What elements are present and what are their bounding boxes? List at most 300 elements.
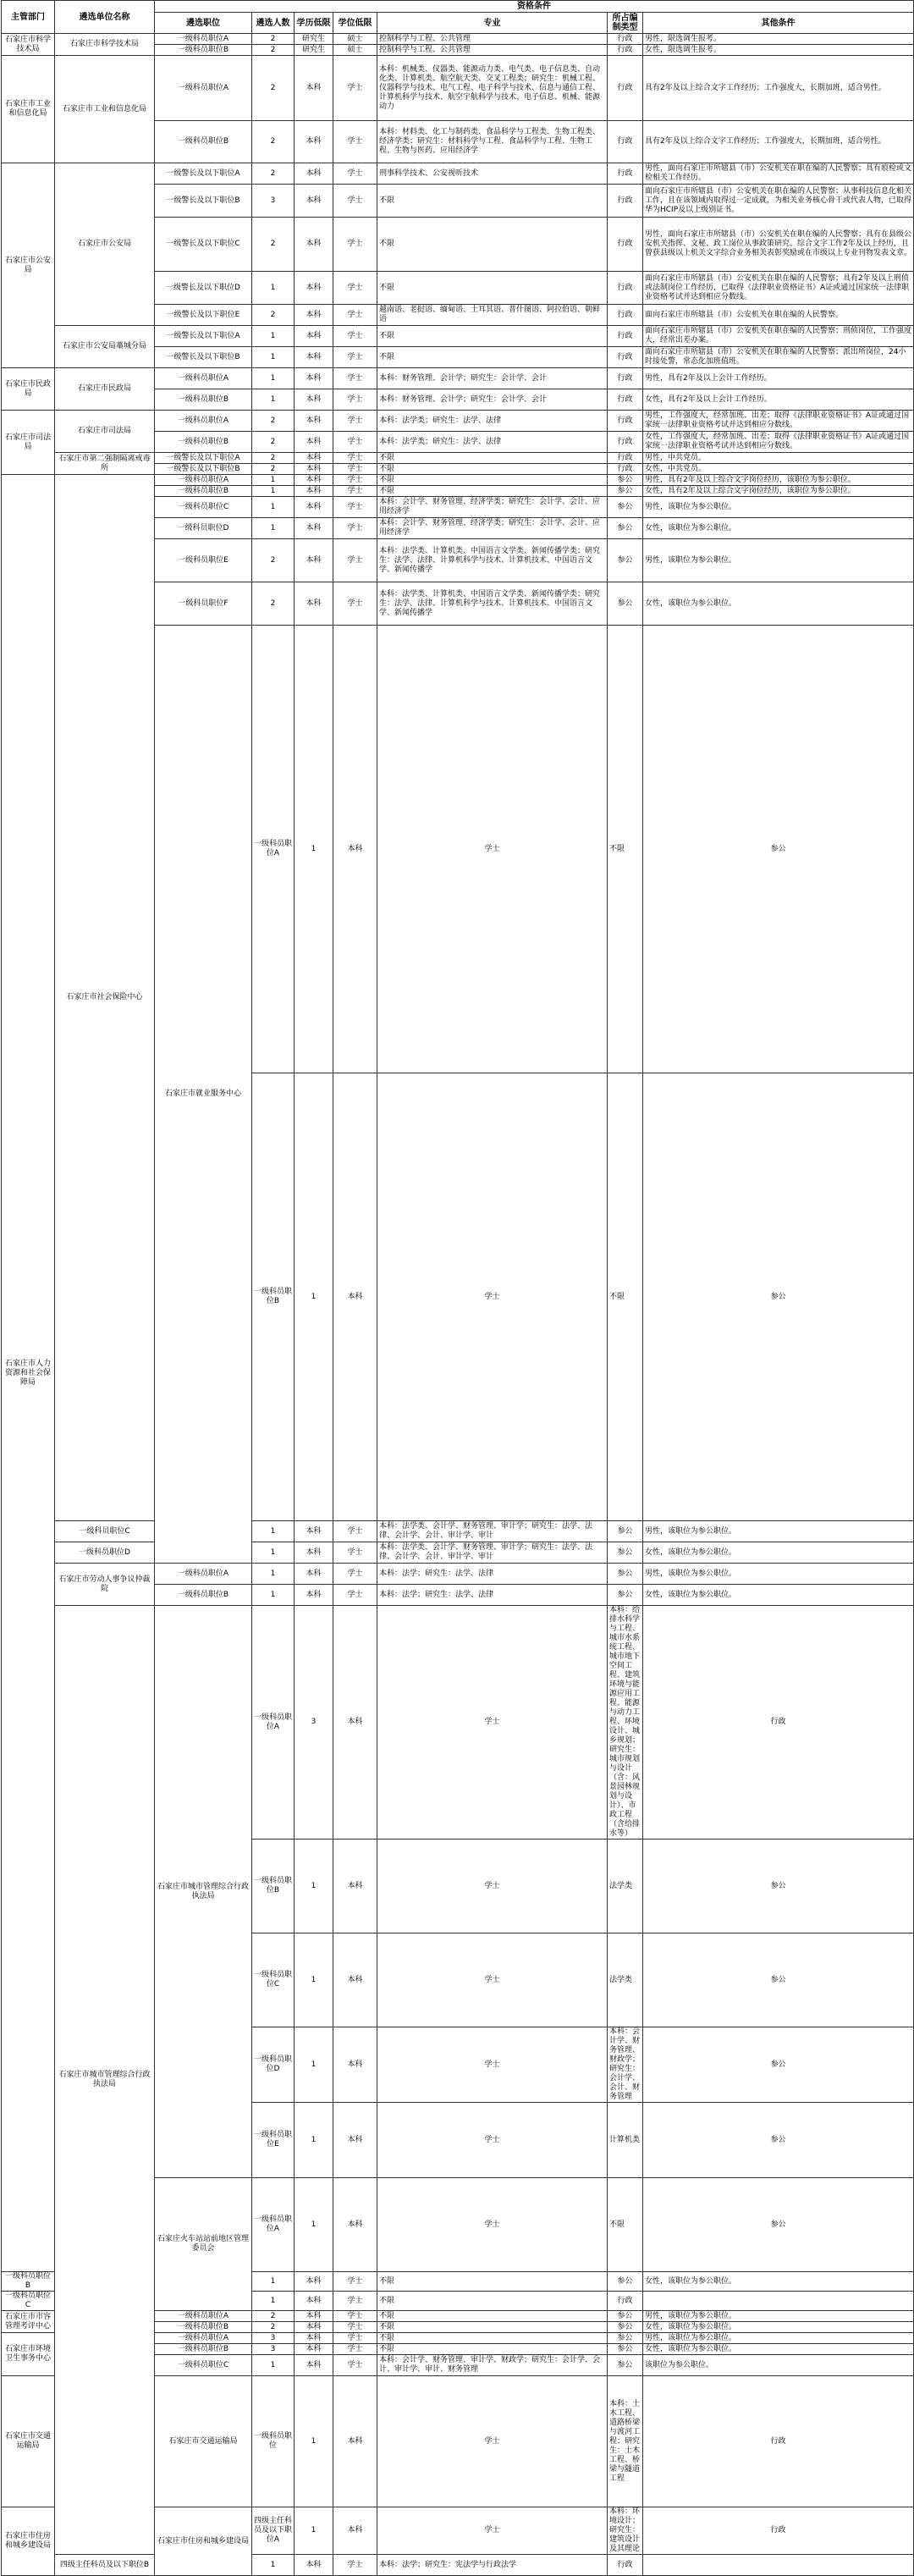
education-cell: 本科 [295, 2333, 333, 2344]
degree-cell: 学士 [333, 368, 377, 389]
major-cell: 本科：法学类、会计学、财务管理、审计学；研究生：法学、法律、会计学、会计、审计学、审计 [377, 1521, 608, 1542]
major-cell: 不限 [608, 2178, 643, 2272]
other-cell: 男性，面向石家庄市所辖县（市）公安机关在职在编的人民警察；具有在县级公安机关指挥、文秘、政工岗位从事政策研究、综合文字工作2年及以上经历，且曾获县级以上机关文字综合业务相关表彰奖励或在市级以上专业刊物发表文章。 [643, 218, 914, 272]
count-cell: 2 [252, 121, 295, 163]
count-cell: 2 [252, 163, 295, 185]
major-cell: 控制科学与工程、公共管理 [377, 34, 608, 45]
unit-cell: 石家庄市住房和城乡建设局 [155, 2507, 252, 2576]
unit-cell: 石家庄市社会保险中心 [55, 475, 155, 1521]
type-cell: 参公 [608, 2272, 643, 2292]
count-cell: 1 [295, 2376, 333, 2507]
other-cell: 男性，中共党员。 [643, 453, 914, 464]
degree-cell: 学士 [333, 475, 377, 486]
type-cell: 行政 [608, 2555, 643, 2576]
major-cell: 本科：法学类、计算机类、中国语言文学类、新闻传播学类；研究生：法学、法律、计算机科学与技术、计算机技术、中国语言文学、新闻传播学 [377, 582, 608, 626]
other-cell: 男性，限选调生报考。 [643, 34, 914, 45]
major-cell: 本科：会计学、财务管理、经济学类；研究生：会计学、会计、应用经济学 [377, 497, 608, 518]
education-cell: 本科 [295, 539, 333, 582]
position-cell: 一级警长及以下职位E [155, 305, 252, 326]
position-cell: 一级科员职位B [155, 121, 252, 163]
table-row [2, 368, 914, 389]
count-cell: 1 [252, 518, 295, 539]
major-cell: 本科：法学类、计算机类、中国语言文学类、新闻传播学类；研究生：法学、法律、计算机科学与技术、计算机技术、中国语言文学、新闻传播学 [377, 539, 608, 582]
degree-cell: 学士 [377, 1840, 608, 1933]
degree-cell: 学士 [377, 2103, 608, 2178]
education-cell: 本科 [295, 2555, 333, 2576]
type-cell: 参公 [608, 2333, 643, 2344]
count-cell: 2 [252, 582, 295, 626]
major-cell: 本科：会计学、财务管理、经济学类；研究生：会计学、会计、应用经济学 [377, 518, 608, 539]
type-cell: 行政 [608, 305, 643, 326]
education-cell: 本科 [295, 411, 333, 432]
count-cell: 1 [252, 2272, 295, 2292]
position-cell: 一级科员职位D [252, 2027, 295, 2103]
education-cell: 本科 [295, 582, 333, 626]
education-cell: 本科 [295, 486, 333, 497]
type-cell: 参公 [643, 2027, 914, 2103]
major-cell: 本科：法学；研究生：法学、法律 [377, 1564, 608, 1585]
count-cell: 1 [252, 497, 295, 518]
degree-cell: 学士 [377, 626, 608, 1073]
header-type: 所占编制类型 [608, 13, 643, 34]
type-cell: 参公 [608, 518, 643, 539]
education-cell: 本科 [295, 1564, 333, 1585]
education-cell: 本科 [295, 2322, 333, 2333]
education-cell: 本科 [295, 272, 333, 305]
type-cell: 行政 [608, 185, 643, 218]
other-cell: 男性，该职位为参公职位。 [643, 539, 914, 582]
type-cell: 参公 [643, 2178, 914, 2272]
position-cell: 一级科员职位C [155, 2355, 252, 2376]
other-cell: 男性，该职位为参公职位。 [643, 1521, 914, 1542]
other-cell: 面向石家庄市所辖县（市）公安机关在职在编的人民警察；刑侦岗位，工作强度大，经常出差办案。 [643, 326, 914, 347]
degree-cell: 学士 [333, 464, 377, 475]
position-cell: 一级科员职位C [252, 1933, 295, 2027]
major-cell: 不限 [608, 626, 643, 1073]
degree-cell: 学士 [377, 2027, 608, 2103]
degree-cell: 学士 [333, 185, 377, 218]
dept-cell: 石家庄市住房和城乡建设局 [2, 2507, 55, 2576]
count-cell: 1 [252, 486, 295, 497]
type-cell: 行政 [608, 464, 643, 475]
type-cell: 参公 [608, 475, 643, 486]
degree-cell: 学士 [377, 1933, 608, 2027]
count-cell: 1 [295, 626, 333, 1073]
major-cell: 不限 [377, 453, 608, 464]
degree-cell: 学士 [377, 2507, 608, 2555]
degree-cell: 学士 [333, 347, 377, 368]
degree-cell: 学士 [333, 486, 377, 497]
dept-cell: 石家庄市工业和信息化局 [2, 56, 55, 163]
position-cell: 一级科员职位E [252, 2103, 295, 2178]
type-cell: 行政 [608, 389, 643, 411]
major-cell: 不限 [377, 2311, 608, 2322]
type-cell: 参公 [608, 1585, 643, 1606]
other-cell: 男性，具有2年及以上综合文字岗位经历，该职位为参公职位。 [643, 475, 914, 486]
major-cell: 不限 [377, 326, 608, 347]
position-cell: 一级科员职位A [155, 368, 252, 389]
major-cell: 不限 [377, 464, 608, 475]
table-row [2, 163, 914, 185]
type-cell: 行政 [608, 272, 643, 305]
education-cell: 研究生 [295, 45, 333, 56]
unit-cell: 石家庄市市容管理考评中心 [2, 2311, 55, 2333]
other-cell: 女性，该职位为参公职位。 [643, 2344, 914, 2355]
degree-cell: 学士 [333, 1542, 377, 1564]
major-cell: 法学类 [608, 1933, 643, 2027]
count-cell: 2 [252, 539, 295, 582]
major-cell: 本科：法学类；研究生：法学、法律 [377, 432, 608, 453]
education-cell: 本科 [295, 497, 333, 518]
other-cell: 男性，该职位为参公职位。 [643, 497, 914, 518]
major-cell: 本科：给排水科学与工程、城市水系统工程、城市地下空间工程、建筑环境与能源应用工程、能源与动力工程、环境设计、城乡规划；研究生：城市规划与设计（含：风景园林规划与设计）、市政工程（含给排水等） [608, 1606, 643, 1840]
count-cell: 2 [252, 432, 295, 453]
education-cell: 本科 [295, 305, 333, 326]
position-cell: 一级科员职位B [252, 1073, 295, 1521]
unit-cell: 石家庄火车站站前地区管理委员会 [155, 2178, 252, 2311]
recruitment-table [1, 0, 914, 2576]
position-cell: 一级警长及以下职位D [155, 272, 252, 305]
major-cell: 本科：机械类、仪器类、能源动力类、电气类、电子信息类、自动化类、计算机类、航空航天类、交叉工程类；研究生：机械工程、仪器科学与技术、电气工程、电子科学与技术、信息与通信工程、计算机科学与技术、航空宇航科学与技术、电子信息、机械、能源动力 [377, 56, 608, 121]
position-cell: 一级科员职位C [2, 2292, 55, 2311]
major-cell: 计算机类 [608, 2103, 643, 2178]
other-cell [643, 2292, 914, 2311]
major-cell: 不限 [377, 2333, 608, 2344]
count-cell: 1 [252, 272, 295, 305]
count-cell: 1 [295, 2103, 333, 2178]
type-cell: 参公 [608, 2355, 643, 2376]
position-cell: 一级警长及以下职位C [155, 218, 252, 272]
degree-cell: 学士 [333, 432, 377, 453]
count-cell: 2 [252, 411, 295, 432]
education-cell: 本科 [333, 2027, 377, 2103]
unit-cell: 石家庄市环境卫生事务中心 [2, 2333, 55, 2376]
table-row [2, 1606, 914, 1840]
degree-cell: 学士 [333, 2311, 377, 2322]
type-cell: 参公 [608, 2344, 643, 2355]
major-cell: 不限 [377, 185, 608, 218]
position-cell: 一级科员职位A [155, 475, 252, 486]
position-cell: 一级科员职位A [155, 34, 252, 45]
other-cell: 女性，该职位为参公职位。 [643, 1542, 914, 1564]
major-cell: 越南语、老挝语、缅甸语、土耳其语、普什图语、阿拉伯语、朝鲜语 [377, 305, 608, 326]
type-cell: 行政 [608, 121, 643, 163]
education-cell: 本科 [333, 626, 377, 1073]
type-cell: 行政 [608, 218, 643, 272]
table-row [2, 1521, 914, 1542]
major-cell: 不限 [608, 1073, 643, 1521]
count-cell: 2 [252, 34, 295, 45]
header-dept: 主管部门 [2, 1, 55, 34]
type-cell: 参公 [608, 1521, 643, 1542]
unit-cell: 石家庄市民政局 [55, 368, 155, 411]
position-cell: 一级科员职位C [55, 1521, 155, 1542]
position-cell: 一级科员职位A [155, 56, 252, 121]
major-cell: 本科：会计学、财务管理、财政学；研究生：会计学、会计、财务管理 [608, 2027, 643, 2103]
education-cell: 本科 [295, 475, 333, 486]
degree-cell: 学士 [377, 2178, 608, 2272]
dept-cell: 石家庄市科学技术局 [2, 34, 55, 56]
position-cell: 一级警长及以下职位B [155, 347, 252, 368]
degree-cell: 学士 [333, 1521, 377, 1542]
degree-cell: 学士 [333, 121, 377, 163]
type-cell: 行政 [608, 45, 643, 56]
type-cell: 参公 [608, 497, 643, 518]
type-cell: 参公 [643, 2103, 914, 2178]
count-cell: 1 [295, 2178, 333, 2272]
type-cell: 参公 [643, 1840, 914, 1933]
other-cell: 男性，工作强度大，经常加班、出差；取得《法律职业资格证书》A证或通过国家统一法律职业资格考试并达到相应分数线。 [643, 411, 914, 432]
other-cell: 女性，该职位为参公职位。 [643, 2322, 914, 2333]
major-cell: 本科：财务管理、会计学；研究生：会计学、会计 [377, 389, 608, 411]
unit-cell: 石家庄市科学技术局 [55, 34, 155, 56]
other-cell: 女性，该职位为参公职位。 [643, 1585, 914, 1606]
other-cell: 男性，该职位为参公职位。 [643, 2333, 914, 2344]
type-cell: 行政 [608, 411, 643, 432]
type-cell: 参公 [608, 539, 643, 582]
count-cell: 1 [295, 1073, 333, 1521]
type-cell: 参公 [643, 626, 914, 1073]
degree-cell: 学士 [333, 56, 377, 121]
education-cell: 本科 [295, 163, 333, 185]
dept-cell: 石家庄市公安局 [2, 163, 55, 368]
position-cell: 一级科员职位F [155, 582, 252, 626]
major-cell: 不限 [377, 218, 608, 272]
type-cell: 行政 [608, 453, 643, 464]
unit-cell: 石家庄市司法局 [55, 411, 155, 453]
other-cell: 男性，该职位为参公职位。 [643, 2311, 914, 2322]
type-cell: 行政 [608, 368, 643, 389]
education-cell: 本科 [295, 1521, 333, 1542]
degree-cell: 学士 [333, 305, 377, 326]
type-cell: 行政 [608, 2292, 643, 2311]
other-cell: 女性，该职位为参公职位。 [643, 2272, 914, 2292]
degree-cell: 学士 [333, 2555, 377, 2576]
type-cell: 参公 [608, 582, 643, 626]
major-cell: 刑事科学技术、公安视听技术 [377, 163, 608, 185]
dept-cell: 石家庄市民政局 [2, 368, 55, 411]
degree-cell: 学士 [333, 163, 377, 185]
count-cell: 1 [295, 2507, 333, 2555]
position-cell: 一级科员职位B [155, 432, 252, 453]
unit-cell: 石家庄市劳动人事争议仲裁院 [55, 1564, 155, 1606]
header-count: 遴选人数 [252, 13, 295, 34]
education-cell: 本科 [333, 2507, 377, 2555]
count-cell: 2 [252, 56, 295, 121]
degree-cell: 学士 [333, 218, 377, 272]
degree-cell: 学士 [333, 326, 377, 347]
education-cell: 本科 [333, 2103, 377, 2178]
count-cell: 3 [252, 2333, 295, 2344]
major-cell: 本科：材料类、化工与制药类、食品科学与工程类、生物工程类、经济学类；研究生：材料科学与工程、食品科学与工程、生物工程、生物与医药、应用经济学 [377, 121, 608, 163]
count-cell: 1 [295, 1840, 333, 1933]
major-cell: 不限 [377, 2272, 608, 2292]
other-cell: 女性，中共党员。 [643, 464, 914, 475]
position-cell: 四级主任科员及以下职位B [55, 2555, 155, 2576]
position-cell: 一级科员职位A [155, 1564, 252, 1585]
position-cell: 一级科员职位A [155, 411, 252, 432]
degree-cell: 学士 [377, 1606, 608, 1840]
education-cell: 本科 [295, 453, 333, 464]
education-cell: 本科 [295, 389, 333, 411]
type-cell: 参公 [608, 1542, 643, 1564]
degree-cell: 学士 [333, 518, 377, 539]
major-cell: 控制科学与工程、公共管理 [377, 45, 608, 56]
position-cell: 一级警长及以下职位A [155, 163, 252, 185]
major-cell: 本科：财务管理、会计学；研究生：会计学、会计 [377, 368, 608, 389]
degree-cell: 学士 [333, 2333, 377, 2344]
major-cell: 不限 [377, 347, 608, 368]
count-cell: 1 [252, 1542, 295, 1564]
table-row [2, 34, 914, 45]
major-cell: 本科：法学；研究生：宪法学与行政法学 [377, 2555, 608, 2576]
count-cell: 2 [252, 218, 295, 272]
count-cell: 1 [252, 1564, 295, 1585]
header-qualifications: 资格条件 [155, 1, 914, 13]
count-cell: 1 [252, 389, 295, 411]
count-cell: 3 [295, 1606, 333, 1840]
type-cell: 参公 [608, 486, 643, 497]
position-cell: 一级科员职位B [155, 1585, 252, 1606]
major-cell: 本科：法学；研究生：法学、法律 [377, 1585, 608, 1606]
other-cell: 女性，该职位为参公职位。 [643, 582, 914, 626]
other-cell: 男性，面向石家庄市所辖县（市）公安机关在职在编的人民警察；具有痕检或文检相关工作经历。 [643, 163, 914, 185]
other-cell: 女性，工作强度大，经常加班、出差；取得《法律职业资格证书》A证或通过国家统一法律职业资格考试并达到相应分数线。 [643, 432, 914, 453]
education-cell: 本科 [295, 56, 333, 121]
degree-cell: 学士 [333, 389, 377, 411]
education-cell: 本科 [295, 121, 333, 163]
degree-cell: 学士 [333, 453, 377, 464]
count-cell: 1 [252, 1521, 295, 1542]
position-cell: 一级科员职位A [155, 2333, 252, 2344]
table-row [2, 1564, 914, 1585]
other-cell: 具有2年及以上综合文字工作经历；工作强度大，长期加班，适合男性。 [643, 121, 914, 163]
header-unit: 遴选单位名称 [55, 1, 155, 34]
count-cell: 1 [252, 2355, 295, 2376]
position-cell: 一级警长及以下职位A [155, 453, 252, 464]
unit-cell: 石家庄市公安局 [55, 163, 155, 326]
position-cell: 一级科员职位A [252, 626, 295, 1073]
unit-cell: 石家庄市就业服务中心 [155, 626, 252, 1564]
other-cell [643, 2555, 914, 2576]
type-cell: 参公 [643, 1933, 914, 2027]
count-cell: 1 [252, 1585, 295, 1606]
count-cell: 2 [252, 2311, 295, 2322]
header-position: 遴选职位 [155, 13, 252, 34]
degree-cell: 学士 [333, 497, 377, 518]
count-cell: 1 [295, 1933, 333, 2027]
unit-cell: 石家庄市城市管理综合行政执法局 [155, 1606, 252, 2178]
education-cell: 本科 [295, 2272, 333, 2292]
position-cell: 一级科员职位B [2, 2272, 55, 2292]
degree-cell: 学士 [333, 2292, 377, 2311]
position-cell: 一级科员职位B [252, 1840, 295, 1933]
other-cell: 具有2年及以上综合文字工作经历；工作强度大，长期加班，适合男性。 [643, 56, 914, 121]
degree-cell: 学士 [377, 2376, 608, 2507]
count-cell: 2 [252, 453, 295, 464]
count-cell: 2 [252, 2322, 295, 2333]
degree-cell: 学士 [333, 1564, 377, 1585]
degree-cell: 学士 [333, 411, 377, 432]
table-row [2, 475, 914, 486]
dept-cell: 石家庄市交通运输局 [2, 2376, 55, 2507]
type-cell: 参公 [608, 2322, 643, 2333]
type-cell: 行政 [643, 2507, 914, 2555]
education-cell: 本科 [295, 1542, 333, 1564]
education-cell: 本科 [295, 368, 333, 389]
degree-cell: 学士 [333, 2344, 377, 2355]
education-cell: 本科 [295, 464, 333, 475]
major-cell: 不限 [377, 272, 608, 305]
other-cell: 该职位为参公职位。 [643, 2355, 914, 2376]
type-cell: 行政 [608, 432, 643, 453]
unit-cell: 石家庄市工业和信息化局 [55, 56, 155, 163]
position-cell: 一级科员职位B [155, 389, 252, 411]
education-cell: 本科 [295, 518, 333, 539]
position-cell: 一级科员职位B [155, 486, 252, 497]
education-cell: 本科 [295, 185, 333, 218]
other-cell: 女性，具有2年及以上综合文字岗位经历，该职位为参公职位。 [643, 486, 914, 497]
table-row [2, 326, 914, 347]
count-cell: 1 [252, 2292, 295, 2311]
education-cell: 本科 [295, 1585, 333, 1606]
type-cell: 行政 [608, 326, 643, 347]
degree-cell: 硕士 [333, 34, 377, 45]
education-cell: 研究生 [295, 34, 333, 45]
position-cell: 一级科员职位 [252, 2376, 295, 2507]
position-cell: 一级警长及以下职位A [155, 326, 252, 347]
degree-cell: 学士 [377, 1073, 608, 1521]
education-cell: 本科 [333, 1606, 377, 1840]
degree-cell: 学士 [333, 2322, 377, 2333]
type-cell: 行政 [643, 1606, 914, 1840]
type-cell: 行政 [643, 2376, 914, 2507]
position-cell: 一级警长及以下职位B [155, 464, 252, 475]
education-cell: 本科 [333, 2178, 377, 2272]
education-cell: 本科 [295, 218, 333, 272]
other-cell: 女性，具有2年及以上会计工作经历。 [643, 389, 914, 411]
table-row [2, 453, 914, 464]
other-cell: 面向石家庄市所辖县（市）公安机关在职在编的人民警察；具有2年及以上刑侦或法制岗位工作经历，已取得《法律职业资格证书》A证或通过国家统一法律职业资格考试并达到相应分数线。 [643, 272, 914, 305]
degree-cell: 学士 [333, 2355, 377, 2376]
position-cell: 一级科员职位B [155, 45, 252, 56]
other-cell: 男性，该职位为参公职位。 [643, 1564, 914, 1585]
position-cell: 一级科员职位A [252, 1606, 295, 1840]
count-cell: 3 [252, 2344, 295, 2355]
table-row [2, 2555, 914, 2576]
education-cell: 本科 [295, 2311, 333, 2322]
count-cell: 2 [252, 45, 295, 56]
education-cell: 本科 [333, 1840, 377, 1933]
count-cell: 1 [252, 347, 295, 368]
header-degree: 学位低限 [333, 13, 377, 34]
other-cell: 男性，具有2年及以上会计工作经历。 [643, 368, 914, 389]
degree-cell: 学士 [333, 539, 377, 582]
position-cell: 一级科员职位E [155, 539, 252, 582]
position-cell: 一级科员职位A [252, 2178, 295, 2272]
position-cell: 一级科员职位D [155, 518, 252, 539]
type-cell: 行政 [608, 163, 643, 185]
position-cell: 一级科员职位D [55, 1542, 155, 1564]
degree-cell: 学士 [333, 1585, 377, 1606]
count-cell: 1 [252, 2555, 295, 2576]
other-cell: 女性，限选调生报考。 [643, 45, 914, 56]
degree-cell: 学士 [333, 582, 377, 626]
major-cell: 不限 [377, 2292, 608, 2311]
type-cell: 参公 [608, 2311, 643, 2322]
degree-cell: 硕士 [333, 45, 377, 56]
major-cell: 本科：法学类；研究生：法学、法律 [377, 411, 608, 432]
